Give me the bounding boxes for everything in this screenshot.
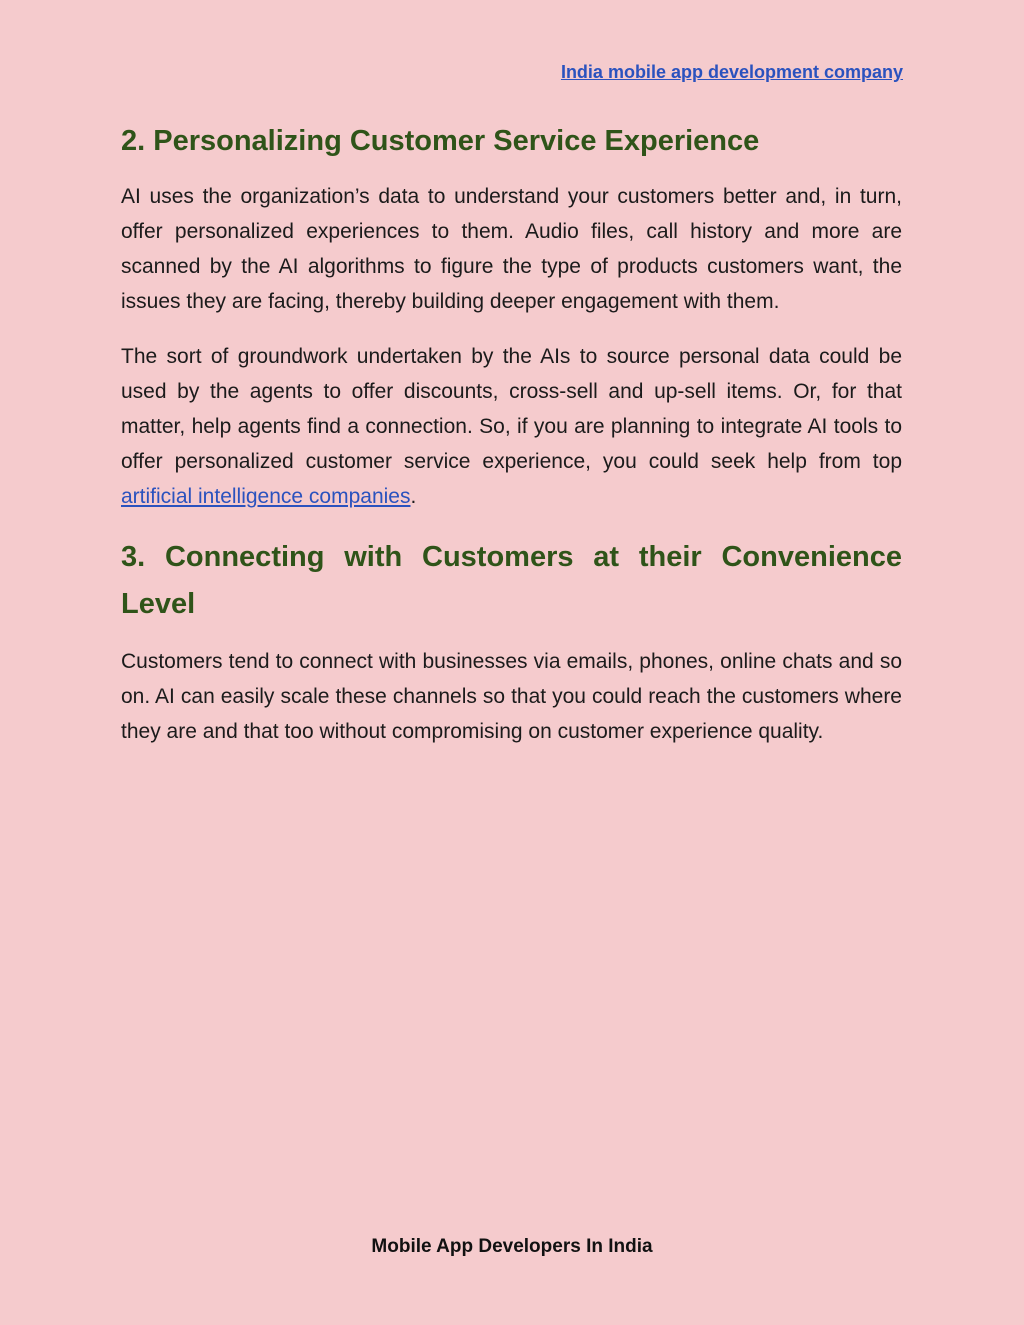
header-link[interactable]: India mobile app development company (560, 62, 903, 82)
paragraph-personalizing-intro: AI uses the organization’s data to understand your customers better and, in turn, offer personalized experiences to them. Audio files, call history and more are scanned by the AI algorithms to figure the type of products customers want, the issues they are facing, thereby building deeper engagement with them. (121, 185, 902, 313)
artificial-intelligence-companies-link[interactable]: artificial intelligence companies (121, 485, 411, 508)
paragraph-connecting: Customers tend to connect with businesses via emails, phones, online chats and so on. AI can easily scale these channels so that you could reach the customers where they are and that too without compromising on customer experience quality. (121, 650, 902, 743)
page-footer: Mobile App Developers In India (371, 1236, 653, 1257)
paragraph-groundwork (121, 339, 902, 514)
paragraph-groundwork-end: . (410, 485, 417, 508)
document-body (121, 118, 902, 769)
paragraph-groundwork-text: The sort of groundwork undertaken by the AIs to source personal data could be used by the agents to offer discounts, cross-sell and up-sell items. Or, for that matter, help agents find a connection. So, if you are planning to integrate AI tools to offer personalized customer service experience, you could seek help from top (121, 345, 902, 473)
section-heading-connecting: 3. Connecting with Customers at their Convenience Level (121, 541, 902, 620)
section-heading-personalizing: 2. Personalizing Customer Service Experience (121, 125, 760, 157)
